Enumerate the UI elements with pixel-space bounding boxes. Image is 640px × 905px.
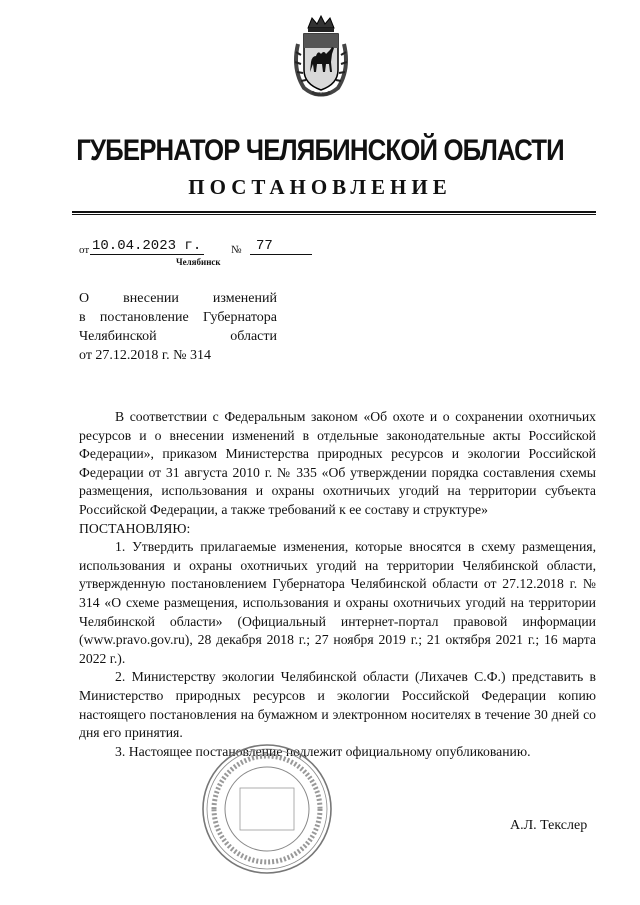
document-body — [79, 408, 596, 761]
date-label: от — [79, 244, 90, 256]
document-type: ПОСТАНОВЛЕНИЕ — [188, 175, 452, 199]
city-label: Челябинск — [176, 257, 221, 267]
official-seal — [200, 742, 334, 876]
subject-line: от 27.12.2018 г. № 314 — [79, 348, 211, 363]
header-divider — [72, 211, 596, 213]
subject-line: в постановление Губернатора — [79, 310, 277, 325]
subject-line: Челябинской области — [79, 329, 277, 344]
document-number: 77 — [250, 238, 312, 255]
item-2-paragraph: 2. Министерству экологии Челябинской области (Лихачев С.Ф.) представить в Министерство природных ресурсов и экологии Российской Федерации копию настоящего постановления на бумажном и электронном носителях в течение 30 дней со дня его принятия. — [79, 669, 596, 741]
coat-of-arms-icon — [290, 14, 352, 98]
preamble-paragraph: В соответствии с Федеральным законом «Об охоте и о сохранении охотничьих ресурсов и о внесении изменений в отдельные законодательные акты Российской Федерации», приказом Министерства природных ресурсов и экологии Российской Федерации от 31 августа 2010 г. № 335 «Об утверждении порядка составления схемы размещения, использования и охраны охотничьих угодий на территории субъекта Российской Федерации, а также требований к ее составу и структуре» — [79, 409, 596, 517]
signatory-name: А.Л. Текслер — [510, 818, 588, 833]
document-date: 10.04.2023 г. — [90, 238, 204, 255]
number-label: № — [231, 244, 242, 256]
authority-title: ГУБЕРНАТОР ЧЕЛЯБИНСКОЙ ОБЛАСТИ — [76, 134, 564, 167]
decree-word: ПОСТАНОВЛЯЮ: — [79, 520, 191, 536]
document-subject — [79, 289, 277, 365]
header-divider-thin — [72, 214, 596, 215]
item-3-paragraph: 3. Настоящее постановление подлежит официальному опубликованию. — [115, 743, 531, 759]
subject-line: О внесении изменений — [79, 291, 277, 306]
item-1-paragraph: 1. Утвердить прилагаемые изменения, которые вносятся в схему размещения, использования и охраны охотничьих угодий на территории Челябинской области, утвержденную постановлением Губернатора Челябинской области от 27.12.2018 г. № 314 «О схеме размещения, использования и охраны охотничьих угодий на территории Челябинской области» (Официальный интернет-портал правовой информации (www.pravo.gov.ru), 28 декабря 2018 г.; 27 ноября 2019 г.; 21 октября 2021 г.; 16 марта 2022 г.). — [79, 539, 596, 666]
